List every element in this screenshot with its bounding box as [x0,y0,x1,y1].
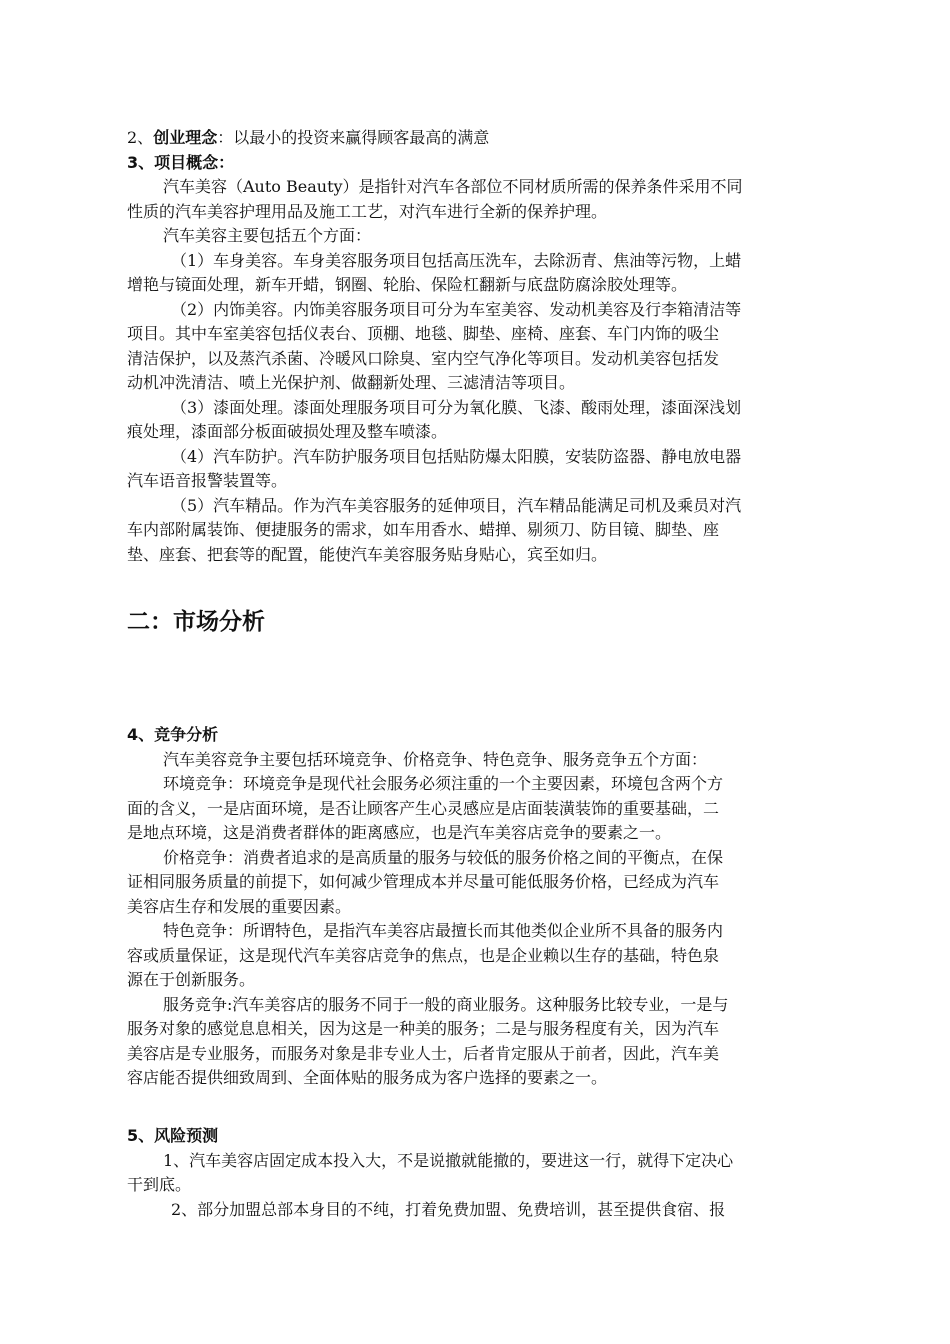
paragraph-line: 汽车语音报警装置等。 [127,471,288,490]
paragraph-line: 源在于创新服务。 [127,970,256,989]
paragraph-line: 容店能否提供细致周到、全面体贴的服务成为客户选择的要素之一。 [127,1068,608,1087]
competition-analysis-block [127,723,852,1091]
paragraph-line: 1、汽车美容店固定成本投入大，不是说撤就能撤的，要进这一行，就得下定决心 [163,1150,734,1170]
paragraph-line: 服务对象的感觉息息相关，因为这是一种美的服务；二是与服务程度有关，因为汽车 [127,1019,720,1038]
paragraph-line: （3）漆面处理。漆面处理服务项目可分为氧化膜、飞漆、酸雨处理，漆面深浅划 [171,397,742,417]
paragraph-line: 汽车美容竞争主要包括环境竞争、价格竞争、特色竞争、服务竞争五个方面： [163,749,708,769]
project-concept-heading: 3、项目概念： [127,152,235,172]
paragraph-line: 服务竞争:汽车美容店的服务不同于一般的商业服务。这种服务比较专业，一是与 [163,994,729,1014]
paragraph-line: 干到底。 [127,1175,192,1194]
paragraph-line: （5）汽车精品。作为汽车美容服务的延伸项目，汽车精品能满足司机及乘员对汽 [171,495,742,515]
project-overview-block [127,126,852,567]
paragraph-line: 动机冲洗清洁、喷上光保护剂、做翻新处理、三滤清洁等项目。 [127,373,576,392]
paragraph-line: 美容店生存和发展的重要因素。 [127,896,352,916]
paragraph-line: 项目。其中车室美容包括仪表台、顶棚、地毯、脚垫、座椅、座套、车门内饰的吸尘 [127,324,720,343]
business-concept-text: 以最小的投资来赢得顾客最高的满意 [233,128,490,147]
paragraph-line: 清洁保护，以及蒸汽杀菌、冷暖风口除臭、室内空气净化等项目。发动机美容包括发 [127,348,720,368]
business-concept-number: 2、 [127,128,154,147]
paragraph-line: 环境竞争：环境竞争是现代社会服务必须注重的一个主要因素，环境包含两个方 [163,774,724,793]
paragraph-line: （1）车身美容。车身美容服务项目包括高压洗车，去除沥青、焦油等污物，上蜡 [171,250,742,270]
paragraph-line: 特色竞争：所谓特色，是指汽车美容店最擅长而其他类似企业所不具备的服务内 [163,921,724,940]
business-concept-label: 创业理念 [153,128,218,147]
paragraph-line: 汽车美容（Auto Beauty）是指针对汽车各部位不同材质所需的保养条件采用不同 [163,177,743,196]
competition-analysis-heading: 4、竞争分析 [127,725,219,744]
paragraph-line: 证相同服务质量的前提下，如何减少管理成本并尽量可能低服务价格，已经成为汽车 [127,872,720,891]
risk-forecast-heading: 5、风险预测 [127,1126,219,1145]
paragraph-line: 2、部分加盟总部本身目的不纯，打着免费加盟、免费培训，甚至提供食宿、报 [171,1199,726,1219]
paragraph-line: （4）汽车防护。汽车防护服务项目包括贴防爆太阳膜，安装防盗器、静电放电器 [171,446,742,466]
paragraph-line: 痕处理，漆面部分板面破损处理及整车喷漆。 [127,422,448,441]
paragraph-line: （2）内饰美容。内饰美容服务项目可分为车室美容、发动机美容及行李箱清洁等 [171,299,742,319]
paragraph-line: 性质的汽车美容护理用品及施工工艺，对汽车进行全新的保养护理。 [127,201,608,221]
paragraph-line: 汽车美容主要包括五个方面： [163,226,372,245]
paragraph-line: 容或质量保证，这是现代汽车美容店竞争的焦点，也是企业赖以生存的基础，特色泉 [127,945,720,965]
paragraph-line: 垫、座套、把套等的配置，能使汽车美容服务贴身贴心，宾至如归。 [127,544,608,564]
risk-forecast-block [127,1124,852,1222]
paragraph-line: 价格竞争：消费者追求的是高质量的服务与较低的服务价格之间的平衡点，在保 [163,847,724,867]
paragraph-line: 美容店是专业服务，而服务对象是非专业人士，后者肯定服从于前者，因此，汽车美 [127,1043,720,1063]
paragraph-line: 是地点环境，这是消费者群体的距离感应，也是汽车美容店竞争的要素之一。 [127,823,672,842]
paragraph-line: 车内部附属装饰、便捷服务的需求，如车用香水、蜡掸、剔须刀、防目镜、脚垫、座 [127,520,720,539]
paragraph-line: 增艳与镜面处理，新车开蜡，钢圈、轮胎、保险杠翻新与底盘防腐涂胶处理等。 [127,275,688,294]
business-concept-line [127,126,852,151]
business-concept-colon: ： [217,128,234,147]
market-analysis-heading: 二：市场分析 [127,609,265,635]
paragraph-line: 面的含义，一是店面环境，是否让顾客产生心灵感应是店面装潢装饰的重要基础，二 [127,798,720,818]
